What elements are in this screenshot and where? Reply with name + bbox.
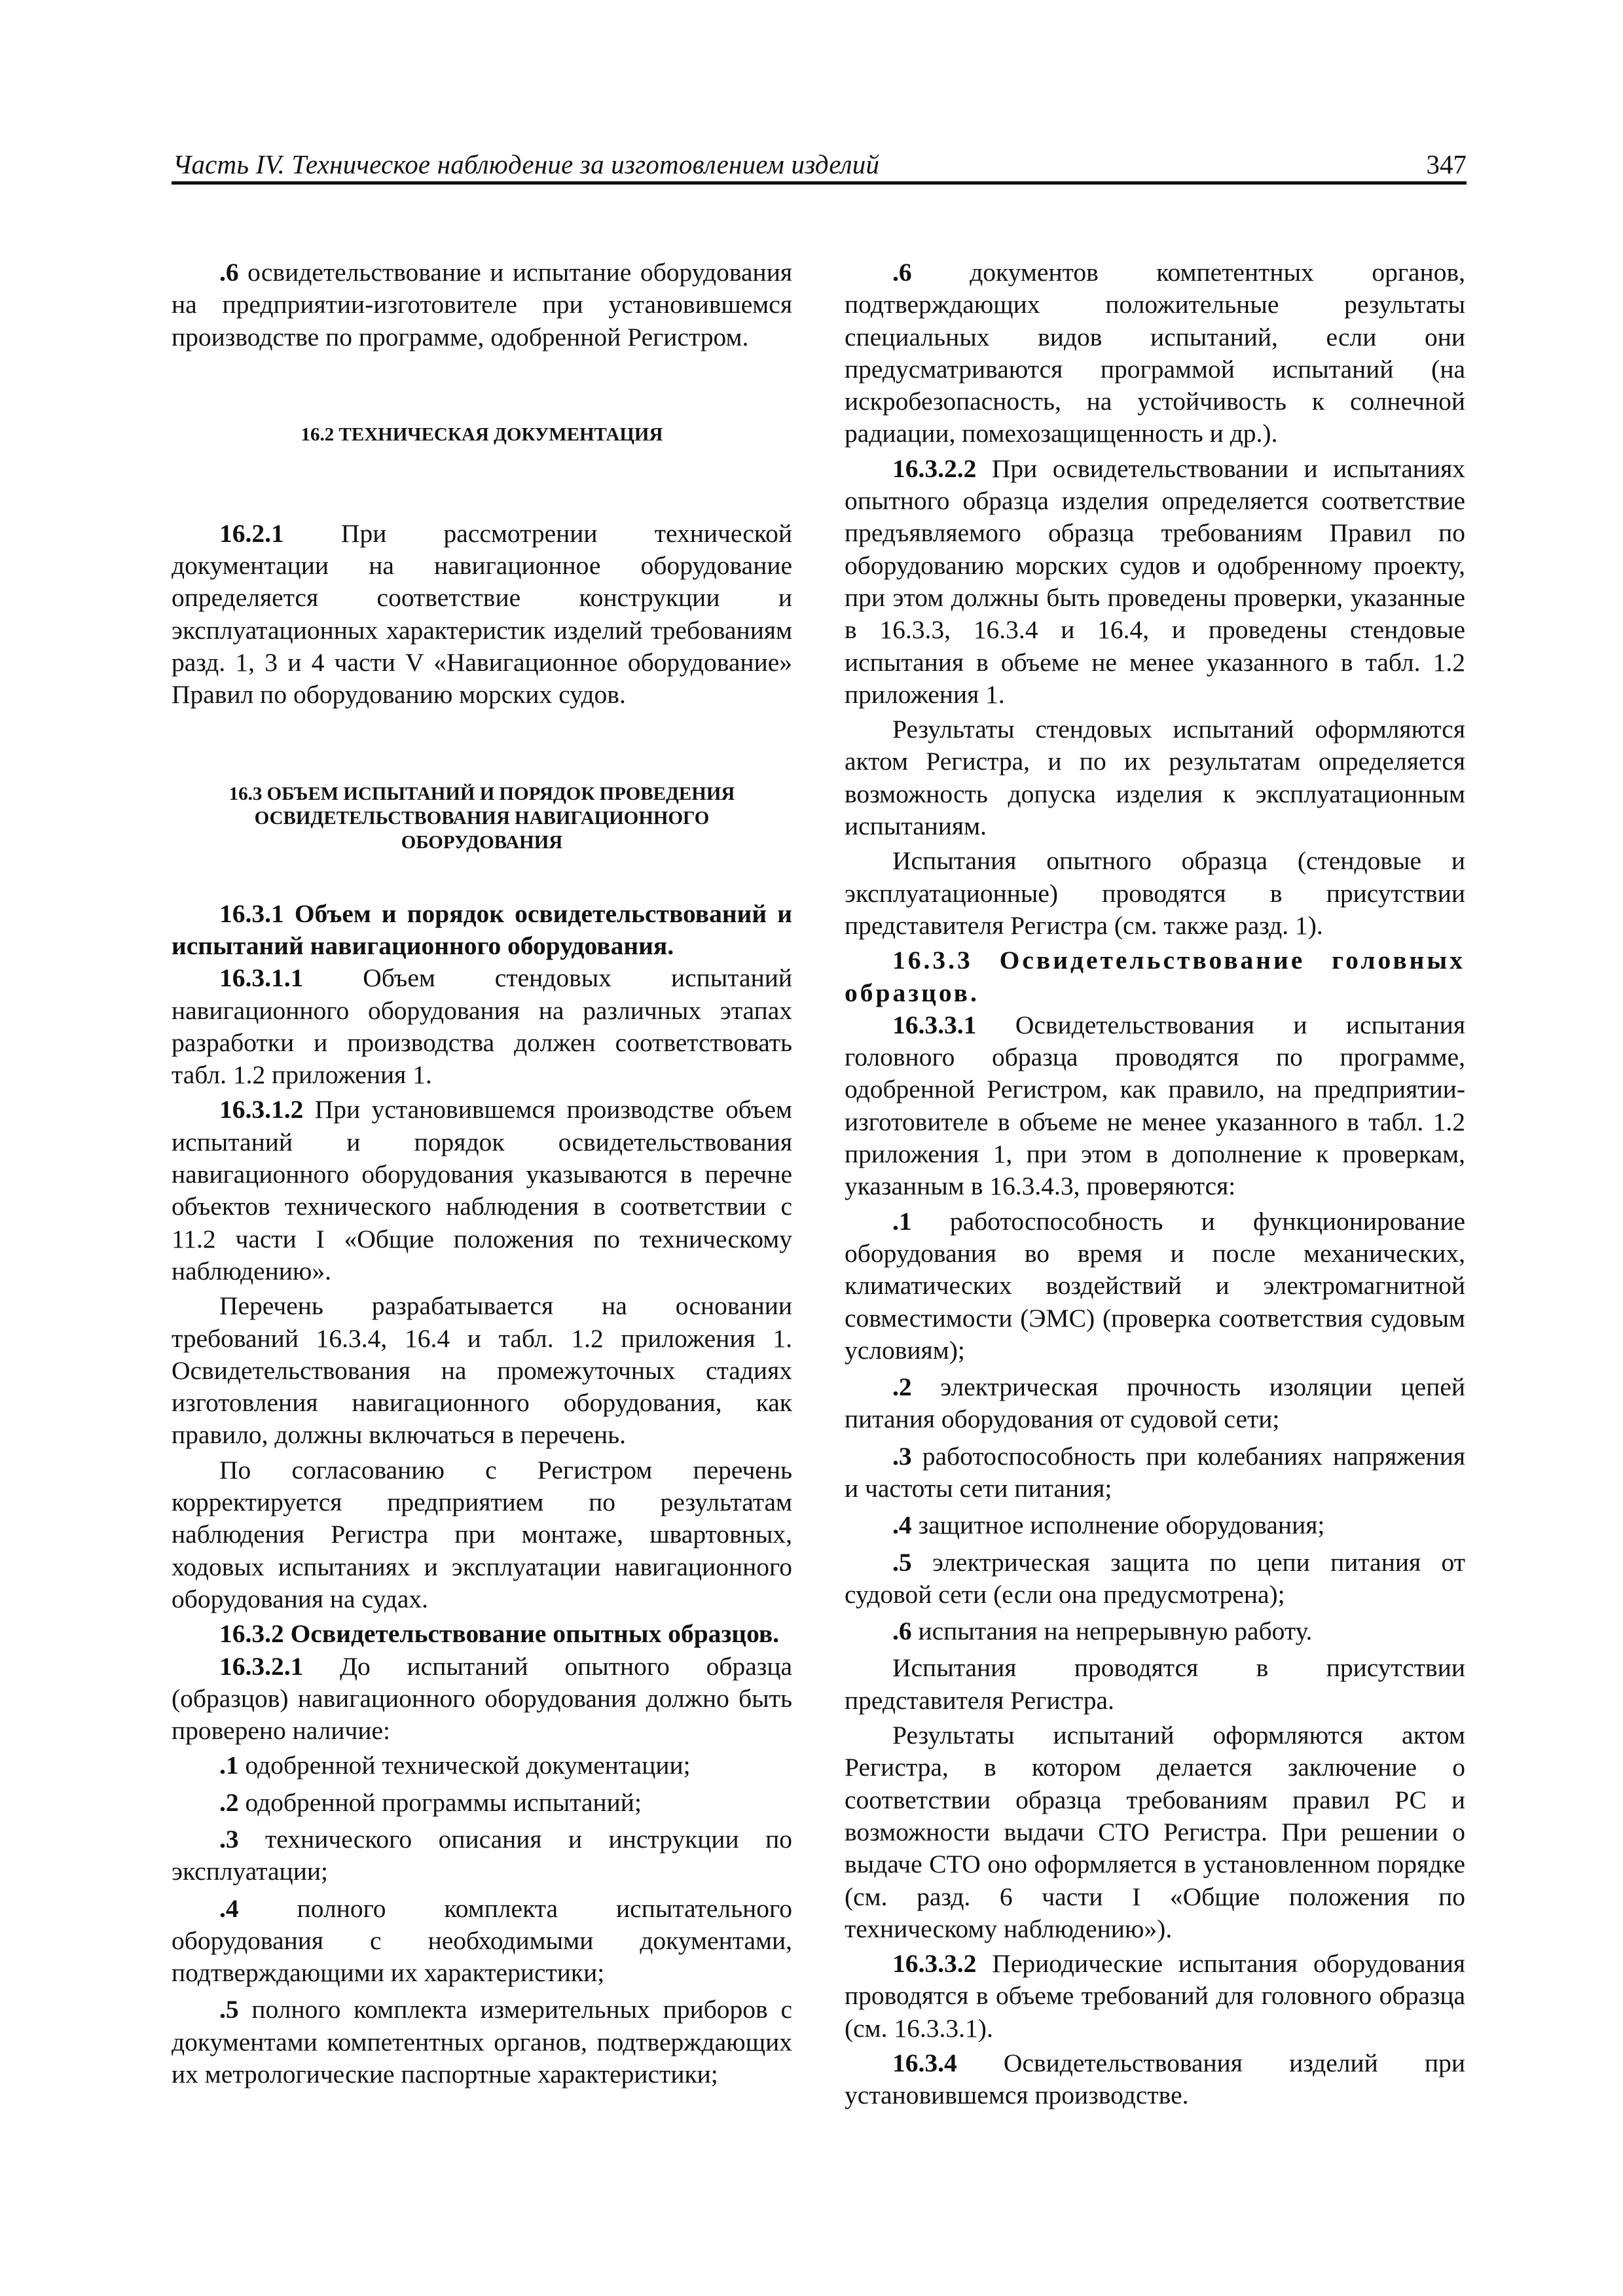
list-item: .3 технического описания и инструкции по эксплуатации;: [172, 1824, 792, 1886]
paragraph-prototype-tests: Испытания опытного образца (стендовые и эксплуатационные) проводятся в присутствии представителя Регистра (см. также разд. 1).: [845, 846, 1465, 940]
section-heading-16-3: 16.3 ОБЪЕМ ИСПЫТАНИЙ И ПОРЯДОК ПРОВЕДЕНИЯ ОСВИДЕТЕЛЬСТВОВАНИЯ НАВИГАЦИОННОГО ОБОРУДОВАНИЯ: [228, 783, 735, 853]
list-item: .1 одобренной технической документации;: [219, 1751, 691, 1780]
paragraph-item-6-left: .6 освидетельствование и испытание оборудования на предприятии-изготовителе при установившемся производстве по программе, одобренной Регистром.: [172, 258, 792, 351]
list-item: .1 работоспособность и функционирование оборудования во время и после механических, климатических воздействий и электромагнитной совместимости (ЭМС) (проверка соответствия судовым условиям);: [845, 1206, 1465, 1365]
paragraph-16-3-1-2: 16.3.1.2 При установившемся производстве объем испытаний и порядок освидетельствования навигационного оборудования указываются в перечне объектов технического наблюдения в соответствии с 11.2 части I «Общие положения по техническому наблюдению».: [172, 1095, 792, 1285]
paragraph-16-3-3: 16.3.3 Освидетельствование головных образцов.: [845, 946, 1465, 1007]
page-header: [172, 147, 1467, 185]
section-heading-16-2: 16.2 ТЕХНИЧЕСКАЯ ДОКУМЕНТАЦИЯ: [301, 423, 663, 445]
paragraph-list-adjustment: По согласованию с Регистром перечень корректируется предприятием по результатам наблюдения Регистра при монтаже, швартовных, ходовых испытаниях и эксплуатации навигационного оборудования на судах.: [172, 1455, 792, 1613]
page-number: 347: [1426, 149, 1467, 179]
running-header-title: Часть IV. Техническое наблюдение за изготовлением изделий: [173, 149, 880, 179]
list-item: .3 работоспособность при колебаниях напряжения и частоты сети питания;: [845, 1441, 1465, 1503]
paragraph-bench-results: Результаты стендовых испытаний оформляются актом Регистра, и по их результатам определяется возможность допуска изделия к эксплуатационным испытаниям.: [845, 715, 1465, 841]
paragraph-16-3-2: 16.3.2 Освидетельствование опытных образцов.: [219, 1619, 780, 1649]
paragraph-16-2-1: 16.2.1 При рассмотрении технической документации на навигационное оборудование определяется соответствие конструкции и эксплуатационных характеристик изделий требованиям разд. 1, 3 и 4 части V «Навигационное оборудование» Правил по оборудованию морских судов.: [172, 518, 792, 709]
left-column: [172, 257, 792, 2095]
list-item: .5 электрическая защита по цепи питания от судовой сети (если она предусмотрена);: [845, 1547, 1465, 1609]
list-item: .2 электрическая прочность изоляции цепей питания оборудования от судовой сети;: [845, 1372, 1465, 1434]
paragraph-item-6-right: .6 документов компетентных органов, подтверждающих положительные результаты специальных видов испытаний, если они предусматриваются программой испытаний (на искробезопасность, на устойчивость к солнечной радиации, помехозащищенность и др.).: [845, 258, 1465, 448]
paragraph-presence: Испытания проводятся в присутствии представителя Регистра.: [845, 1653, 1465, 1715]
paragraph-16-3-3-2: 16.3.3.2 Периодические испытания оборудования проводятся в объеме требований для головного образца (см. 16.3.3.1).: [845, 1949, 1465, 2043]
list-item: .5 полного комплекта измерительных приборов с документами компетентных органов, подтверждающих их метрологические паспортные характеристики;: [172, 1995, 792, 2089]
paragraph-16-3-4: 16.3.4 Освидетельствования изделий при установившемся производстве.: [845, 2049, 1465, 2110]
list-item: .6 испытания на непрерывную работу.: [892, 1617, 1313, 1646]
paragraph-16-3-1: 16.3.1 Объем и порядок освидетельствований и испытаний навигационного оборудования.: [172, 899, 792, 960]
list-item: .4 полного комплекта испытательного оборудования с необходимыми документами, подтверждающими их характеристики;: [172, 1893, 792, 1988]
paragraph-results-act: Результаты испытаний оформляются актом Регистра, в котором делается заключение о соответствии образца требованиям правил РС и возможности выдачи СТО Регистра. При решении о выдаче СТО оно оформляется в установленном порядке (см. разд. 6 части I «Общие положения по техническому наблюдению»).: [845, 1721, 1465, 1943]
list-item: .2 одобренной программы испытаний;: [219, 1787, 642, 1817]
paragraph-16-3-3-1: 16.3.3.1 Освидетельствования и испытания головного образца проводятся по программе, одобренной Регистром, как правило, на предприятии-изготовителе в объеме не менее указанного в табл. 1.2 приложения 1, при этом в дополнение к проверкам, указанным в 16.3.4.3, проверяются:: [845, 1010, 1465, 1201]
right-column: [845, 257, 1465, 2115]
paragraph-16-3-1-1: 16.3.1.1 Объем стендовых испытаний навигационного оборудования на различных этапах разработки и производства должен соответствовать табл. 1.2 приложения 1.: [172, 963, 792, 1090]
paragraph-list-development: Перечень разрабатывается на основании требований 16.3.4, 16.4 и табл. 1.2 приложения 1. Освидетельствования на промежуточных стадиях изготовления навигационного оборудования, как правило, должны включаться в перечень.: [172, 1291, 792, 1450]
list-item: .4 защитное исполнение оборудования;: [892, 1511, 1325, 1540]
paragraph-16-3-2-2: 16.3.2.2 При освидетельствовании и испытаниях опытного образца изделия определяется соответствие предъявляемого образца требованиям Правил по оборудованию морских судов и одобренному проекту, при этом должны быть проведены проверки, указанные в 16.3.3, 16.3.4 и 16.4, и проведены стендовые испытания в объеме не менее указанного в табл. 1.2 приложения 1.: [845, 454, 1465, 709]
paragraph-16-3-2-1: 16.3.2.1 До испытаний опытного образца (образцов) навигационного оборудования должно быть проверено наличие:: [172, 1651, 792, 1746]
